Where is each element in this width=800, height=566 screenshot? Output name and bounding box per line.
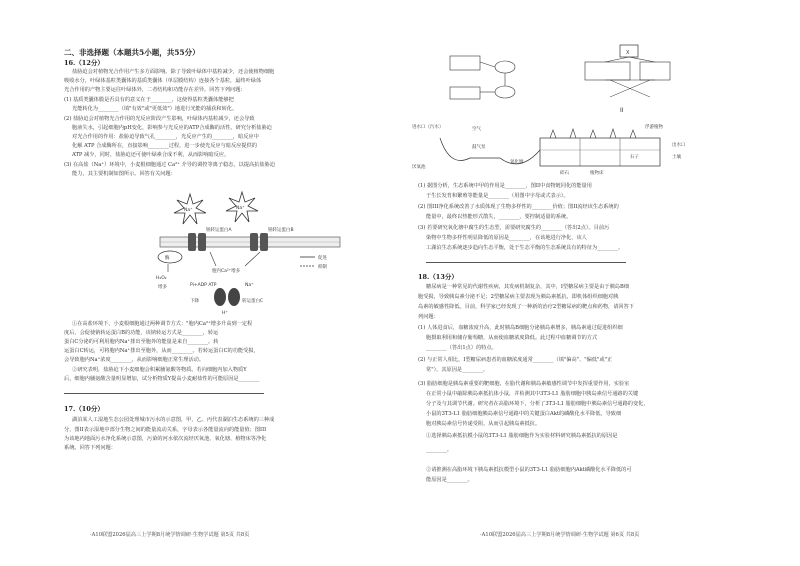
q16-line: 吸收水分，叶绿体基粒类囊体的基质类囊体（单层膜结构）连接各个基粒，最终叶绿体	[64, 78, 262, 84]
q18-line: 分子及与其调节代谢。研究者在高脂环境下，分析了3T3-L1 脂肪细胞中胰岛素信号通路的变化，	[426, 401, 649, 407]
figure-ii-label: II	[620, 107, 624, 114]
soil-label: 土壤	[672, 155, 681, 160]
q17-line: 系统。回答下列问题：	[64, 445, 116, 451]
q16-line: 后，细胞内脯氨酸含量明显增加，试分析物质Y提高小麦耐盐性的可能原因是________	[64, 376, 260, 382]
inhibit-label: 抑制	[318, 265, 327, 270]
outflow-label: 出水口	[672, 143, 686, 148]
q16-line: 光合作用的产物主要运往叶绿体外，二者结构和功能存在差异。回答下列问题：	[64, 87, 246, 93]
q18-line: 胞受损，导致胰岛素分泌不足；2型糖尿病主要表现为胰岛素抵抗，即机体组织细胞对胰	[418, 294, 619, 300]
h-label: H⁺	[222, 311, 228, 316]
q18-line: 胞对胰岛素信号传递受阻，从而引起胰岛素抵抗。	[426, 421, 541, 427]
right-page-footer: ·A10联盟2026届高三上学期8月统学情调研·生物学试题 第6页 共8页	[480, 532, 640, 538]
q17-line: 分，图II表示湿地中部分生物之间的能量流动关系，字母表示各能量流向的能量值；图III	[64, 427, 267, 433]
right-page	[400, 0, 800, 566]
anaerobic-label: 厌氧池	[412, 165, 426, 170]
q18-line: 胞摄取利用和储存葡萄糖，从而使血糖浓度降低。此过程中血糖调节的方式	[426, 335, 598, 341]
svg-text:Na⁺: Na⁺	[184, 208, 193, 213]
increase-label: 增多	[158, 285, 167, 290]
na-label: Na⁺	[245, 283, 254, 288]
svg-text:Na⁺: Na⁺	[236, 206, 245, 211]
q16-line: 化解 ATP 合成酶所在，直接影响________过程，进一步使光反应与暗反应提供的	[72, 143, 257, 149]
left-page-footer: ·A10联盟2026届高三上学期8月统学情调研·生物学试题 第5页 共8页	[90, 532, 250, 538]
promote-label: 促进	[318, 256, 327, 261]
q16-line: 对光合作用的作用：盐胁迫导致气孔________，光反应产生的________，暗反应中	[72, 134, 259, 140]
atp-label: Pi+ADP ATP	[190, 283, 217, 288]
pump-label: 鼓气泵	[472, 145, 486, 150]
q18-line: 岛素的敏感性降低。目前，科学家已经发现了一种新的治疗2型糖尿病的靶点和药物，请回答下	[418, 304, 634, 310]
q18-line: ________。	[426, 447, 452, 453]
answer-blank-line	[64, 393, 264, 394]
q18-line: ②请推测在高脂环境下胰岛素抵抗模型小鼠的3T3-L1 脂肪细胞内Akt磷酸化水平降低的可	[426, 467, 632, 473]
q16-line: 蛋白C分泌的可利用胞内Na⁺排出至胞外的能量是来自________。转	[64, 339, 219, 345]
question-16-number: 16.（12分）	[64, 59, 104, 67]
transporter-c-label: 转运蛋白C	[242, 299, 264, 304]
q16-line: 会导致胞内Na⁺浓度________，从而影响细胞正常生理活动。	[64, 357, 205, 363]
q18-line: 小鼠的3T3-L1 脂肪细胞胰岛素信号通路中的关键蛋白Akt的磷酸化水平降低，导致细	[426, 411, 622, 417]
q16-line: (3) 在高盐（Na⁺）环境中，小麦根细胞通过 Ca²⁺ 介导的调控等离子稳态，以提高抗盐胁迫	[64, 162, 275, 168]
question-18-number: 18.（13分）	[418, 273, 458, 281]
aquatic-plant-label: 浮游植物	[645, 125, 663, 130]
q18-line: 在正常小鼠中敲除胰岛素抵抗体小鼠，并检测其中3T3-L1 脂肪细胞中胰岛素信号通路的关键	[426, 391, 639, 397]
q18-line: ________（答出1点）的特点。	[426, 345, 497, 351]
q17-line: 染物中生物多样性明显降低的原因是________，在该地进行净化，该人	[426, 235, 587, 241]
inflow-label: 进水口（污水）	[412, 125, 444, 130]
q16-line: 能力，其主要机制如图所示。回答有关问题：	[72, 171, 176, 177]
q16-line: 胞液失水，引起细胞内pH变化，影响参与光反应的ATP合成酶的活性。研究分析盐胁迫	[72, 125, 272, 131]
q18-line: (2) 与正常人相比，I型糖尿病患者的血糖浓度通常________（填"偏高"、"偏低"或"正	[418, 357, 613, 363]
plant-bed-label: 植物床	[590, 171, 604, 176]
stone-label: 石子	[630, 155, 639, 160]
h2o2-label: H₂O₂	[156, 276, 167, 281]
question-17-number: 17.（10分）	[64, 405, 104, 413]
water-purification-figure	[410, 118, 700, 176]
transporter-a-label: 钠转运蛋白A	[206, 228, 232, 233]
q16-line: 度后，会促使钠转运蛋白B的功能，该钠转运方式是________，转运	[64, 330, 219, 336]
q18-line: ①选择胰岛素抵抗模小鼠的3T3-L1 脂肪细胞作为实验材料研究胰岛素抵抗的原因是	[426, 433, 618, 439]
oxidation-label: 氧化塘	[510, 160, 524, 165]
q18-line: (1) 人体进食后，血糖浓度升高，此时胰岛B细胞分泌胰岛素增多，胰岛素通过促进组织细	[418, 325, 623, 331]
q17-line: (1) 据图分析，生态系统中甲的作用是________，图II中食物链同化的能量用	[418, 183, 592, 189]
ecosystem-figure	[420, 42, 700, 117]
q18-line: 列问题：	[418, 314, 439, 320]
q16-line: 运蛋白C转运，可将胞内Na⁺排出至胞外，从而________。若转运蛋白C的功能受损，	[64, 348, 259, 354]
q16-line: ①在高盐环境下，小麦根细胞通过两种调节方式："胞内Ca²⁺增多升高到一定程	[72, 321, 253, 327]
q16-line: (1) 基质类囊体膜是否具有的意义在于________，这使得基粒类囊体能够把	[64, 97, 234, 103]
q16-line: ATP 减少，同时，盐胁迫还可使叶绿素合成不利，从而影响暗反应。	[72, 152, 230, 158]
gravel-label: 碎石	[560, 171, 569, 176]
q17-line: (3) 若要研究氧化塘中腐生的生态型，需要研究腐生的________（答出2点）。目前污	[418, 225, 610, 231]
q18-line: 常"），其原因是________。	[426, 367, 489, 373]
calcium-increase-label: 胞内Ca²⁺增多	[212, 269, 241, 274]
q17-line: 为该地内地面污水净化系统示意图，污染的河水依次流经厌氧池、氧化塘、植物床等净化	[64, 436, 267, 442]
q17-line: 能量中，最终以热能形式散失，________，要控制适量的系统。	[426, 214, 572, 220]
decrease-label: 下降	[190, 299, 199, 304]
q17-line: 湖泊某人工湿地生态公园处理城市污水的示意图，甲、乙、丙代表湖泊生态系统的三种成	[72, 417, 275, 423]
q18-line: 能原因是________。	[426, 477, 473, 483]
air-label: 空气	[472, 127, 481, 132]
ion-transport-figure	[150, 182, 400, 317]
q18-line: (3) 脂肪细胞是胰岛素重要的靶细胞，在脂代谢和胰岛素敏感性调节中发挥重要作用，实验室	[418, 381, 630, 387]
enzyme-label: 酶	[165, 256, 170, 261]
section-title: 二、非选择题（本题共5小题，共55分）	[64, 48, 200, 57]
q17-line: 于生长发育和繁殖等能量是________（用图中字母或式表示）。	[426, 193, 569, 199]
q16-line: 光能转化为________（填"有效"或"更低效"）地进行光能的捕获和转化。	[72, 106, 238, 112]
q18-line: 糖尿病是一种常见的代谢性疾病，其发病机制复杂，其中，I型糖尿病主要是由于胰岛B细	[426, 284, 629, 290]
q17-line: 工湖泊生态系统逐步趋向生态平衡，处于生态平衡的生态系统具有的特征为________。	[426, 245, 624, 251]
q16-line: 盐胁迫会对植物光合作用产生多方面影响。除了导致叶绿体中基粒减少，还会使植物细胞	[72, 69, 275, 75]
q17-line: (2) 图III净化系统改善了水质体现了生物多样性的________价值；图II流经该生态系统的	[418, 204, 619, 210]
q16-line: ②研究表明，盐胁迫下小麦细胞会积累脯氨酸等物质。若向细胞内加入物质Y	[72, 367, 247, 373]
transporter-b-label: 钠转运蛋白B	[268, 228, 294, 233]
answer-blank-line	[426, 262, 626, 263]
svg-text:X: X	[626, 50, 630, 56]
q16-line: (2) 盐胁迫会对植物光合作用的光反应阶段产生影响，叶绿体内基粒减少，还会导致	[64, 116, 255, 122]
